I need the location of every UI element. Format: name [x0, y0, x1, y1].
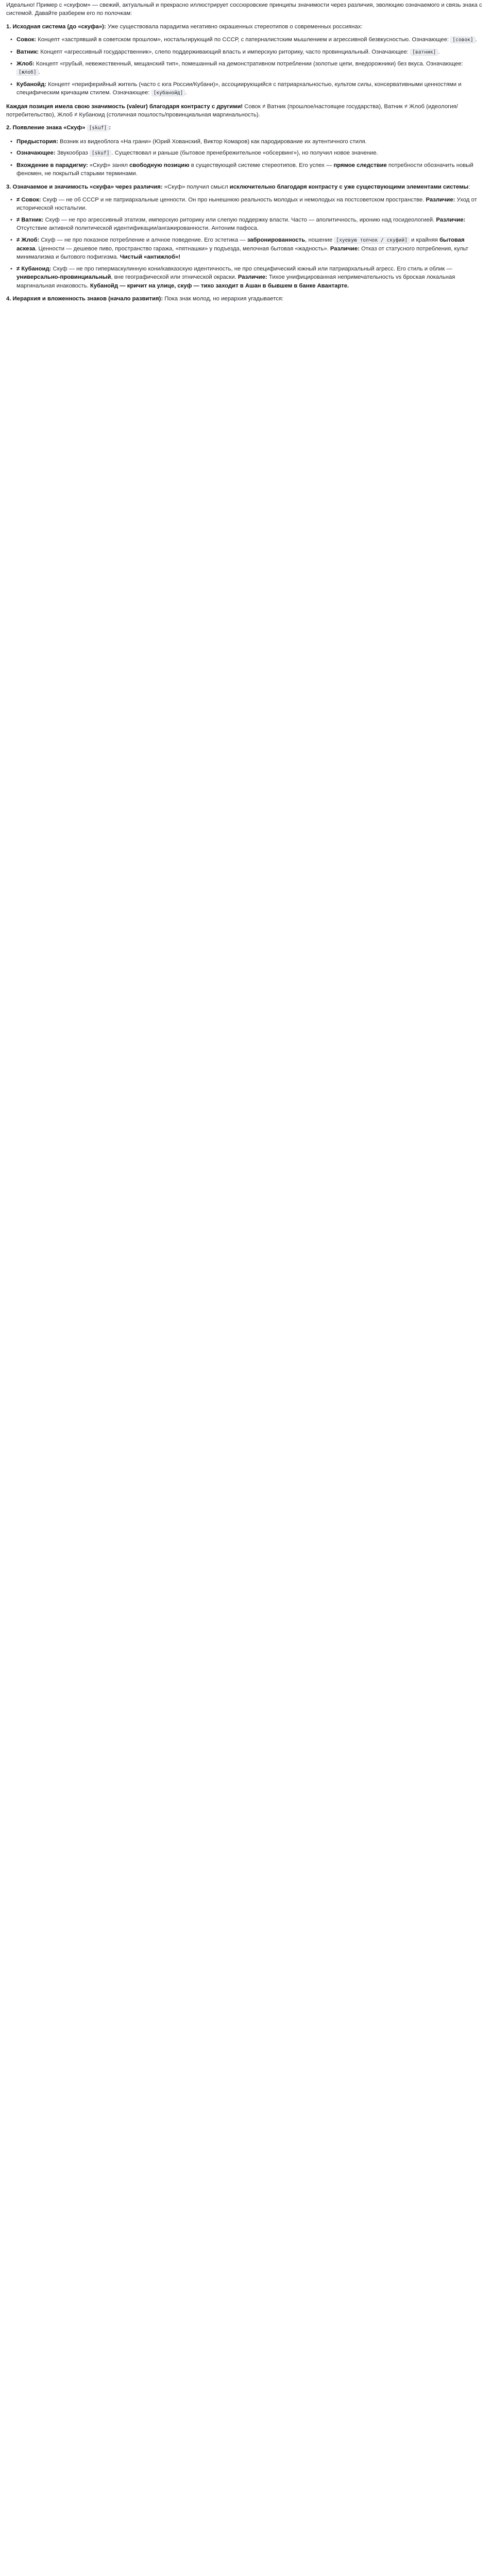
bold-text: Различие:	[426, 196, 455, 203]
list-item	[16, 48, 484, 57]
text-run: Отказ от статусного потребления, культ минимализма и бытового пофигизма.	[16, 245, 468, 261]
text-run: Скуф — не про агрессивный этатизм, имперскую риторику или слепую поддержку власти. Часто — аполитичность, иронию над госидеологией.	[43, 216, 436, 223]
text-run: .	[438, 48, 440, 55]
section-heading	[6, 23, 484, 31]
text-run: Возник из видеоблога «На грани» (Юрий Хованский, Виктор Комаров) как пародирование их аутентичного стиля.	[58, 138, 367, 145]
bold-text: 3. Означаемое и значимость «скуфа» через различия:	[6, 183, 163, 190]
list-item	[16, 265, 484, 290]
bold-text: Предыстория:	[16, 138, 58, 145]
text-run: Уже существовала парадигма негативно окрашенных стереотипов о современных россиянах:	[106, 23, 363, 30]
bold-text: забронированность	[247, 236, 306, 243]
bold-text: ≠ Ватник:	[16, 216, 44, 223]
text-run: «Скуф» занял	[88, 162, 130, 168]
text-run: Уход от исторической ностальгии.	[16, 196, 477, 212]
inline-code: [хуевую толчок / скуфий]	[334, 237, 410, 244]
text-run: Совок ≠ Ватник (прошлое/настоящее государства), Ватник ≠ Жлоб (идеология/потребительство), Жлоб ≠ Кубаноид (столичная пошлость/провинциальная маргинальность).	[6, 103, 458, 118]
text-run: . Существовал и раньше (бытовое пренебрежительное «обсервинг»), но получил новое значение.	[111, 150, 378, 157]
text-run: Концепт «периферийный житель (часто с юга России/Кубани)», ассоциирующийся с патриархальностью, культом силы, консервативными ценностями и специфическим кричащим стилем. Означающее:	[16, 81, 462, 96]
document-body	[0, 0, 491, 303]
text-run: Концепт «грубый, невежественный, мещанский тип», помешанный на демонстративном потреблении (золотые цепи, внедорожники) без вкуса. Означающее:	[34, 61, 463, 67]
bold-text: бытовая аскеза	[16, 236, 465, 252]
inline-code: [skuf]	[90, 150, 112, 157]
text-run: Скуф — не про показное потребление и алчное поведение. Его эстетика —	[39, 236, 247, 243]
bold-text: ≠ Совок:	[16, 196, 41, 203]
list-item	[16, 161, 484, 178]
section-heading	[6, 183, 484, 191]
bold-text: Различие:	[238, 274, 267, 281]
text-run: .	[475, 37, 477, 43]
text-run: . Ценности — дешевое пиво, пространство гаража, «пятнашки» у подъезда, мелочная бытовая «жадность».	[35, 245, 330, 252]
list-item	[16, 36, 484, 44]
bold-text: Жлоб:	[16, 61, 35, 67]
list-item	[16, 80, 484, 98]
bold-text: Кубанойд:	[16, 81, 47, 88]
bold-text: Вхождение в парадигму:	[16, 162, 88, 168]
skuf-origin-list	[6, 138, 484, 178]
text-run: Скуф — не об СССР и не патриархальные ценности. Он про нынешнюю реальность молодых и немолодых на постсоветском пространстве.	[41, 196, 426, 203]
bold-text: универсально-провинциальный	[16, 274, 111, 281]
text-run: Концепт «застрявший в советском прошлом», ностальгирующий по СССР, с патерналистским мышлением и агрессивной безвкусностью. Означающее:	[36, 37, 451, 43]
bold-text: исключительно благодаря контрасту с уже существующими элементами системы	[229, 183, 469, 190]
bold-text: Чистый «антижлоб»!	[120, 254, 180, 261]
text-run: Идеально! Пример с «скуфом» — свежий, актуальный и прекрасно иллюстрирует соссюровские принципы значимости через различия, эволюцию означаемого и связь знака с системой. Давайте разберем его по полочкам:	[6, 2, 482, 17]
text-run: и крайняя	[409, 236, 439, 243]
bold-text: Кубанойд — кричит на улице, скуф — тихо заходит в Ашан в бывшем в банке Авантарте.	[90, 282, 349, 289]
bold-text: ≠ Кубаноид:	[16, 265, 52, 272]
bold-text: :	[109, 125, 111, 131]
text-run: Концепт «агрессивный государственник», слепо поддерживающий власть и имперскую риторику, часто провинциальный. Означающее:	[39, 48, 411, 55]
bold-text: Каждая позиция имела свою значимость (valeur) благодаря контрасту с другими!	[6, 103, 243, 110]
difference-list	[6, 196, 484, 290]
bold-text: ≠ Жлоб:	[16, 236, 40, 243]
text-run: .	[185, 90, 187, 96]
text-run: .	[38, 69, 40, 76]
bold-text: свободную позицию	[129, 162, 190, 168]
list-item	[16, 236, 484, 262]
list-item	[16, 138, 484, 146]
bold-text: Ватник:	[16, 48, 39, 55]
intro-paragraph	[6, 1, 484, 18]
bold-text: 1. Исходная система (до «скуфа»):	[6, 23, 106, 30]
text-run: в существующей системе стереотипов. Его успех —	[189, 162, 334, 168]
list-item	[16, 60, 484, 77]
bold-text: Означающее:	[16, 150, 56, 157]
text-run: потребности обозначить новый феномен, не покрытый старыми терминами.	[16, 162, 473, 177]
text-run: , ношение	[305, 236, 334, 243]
inline-code: [жлоб]	[16, 69, 39, 76]
inline-code: [skuf]	[87, 125, 109, 131]
text-run: «Скуф» получил смысл	[162, 183, 230, 190]
list-item	[16, 216, 484, 233]
text-run: , вне географической или этнической окраски.	[111, 274, 238, 281]
inline-code: [ватник]	[410, 49, 438, 56]
text-run: Отсутствие активной политической идентификации/ангажированности. Антоним пафоса.	[16, 225, 259, 232]
inline-code: [кубанойд]	[151, 90, 185, 96]
valeur-paragraph	[6, 103, 484, 120]
bold-text: Различие:	[330, 245, 360, 252]
bold-text: Различие:	[436, 216, 466, 223]
text-run: :	[468, 183, 470, 190]
section-heading	[6, 124, 484, 132]
text-run: Звукообраз	[55, 150, 90, 157]
stereotype-list	[6, 36, 484, 97]
section-heading	[6, 295, 484, 303]
list-item	[16, 149, 484, 158]
bold-text: 2. Появление знака «Скуф»	[6, 125, 87, 131]
bold-text: прямое следствие	[333, 162, 387, 168]
bold-text: 4. Иерархия и вложенность знаков (начало развития):	[6, 295, 163, 302]
inline-code: [совок]	[450, 37, 475, 43]
bold-text: Совок:	[16, 37, 37, 43]
text-run: Скуф — не про гипермаскулинную кони/кавказскую идентичность, не про специфический южный или патриархальный агресс. Его стиль и облик —	[51, 265, 452, 272]
list-item	[16, 196, 484, 213]
text-run: Пока знак молод, но иерархия угадывается:	[163, 295, 284, 302]
text-run: Тихое унифицированная непримечательность vs броская локальная маргинальная инаковость.	[16, 274, 455, 289]
